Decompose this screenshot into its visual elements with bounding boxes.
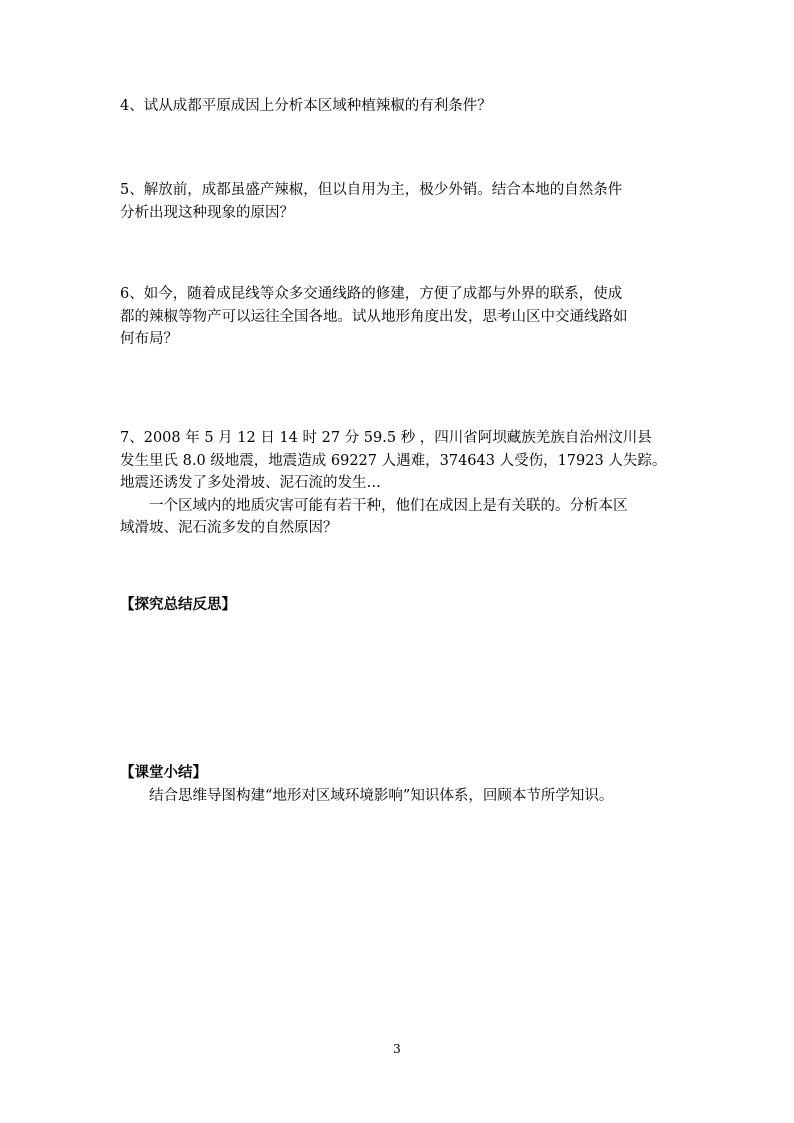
question-7-line-5: 域滑坡、泥石流多发的自然原因？ [120, 520, 338, 536]
question-4 [120, 95, 680, 118]
question-7-line-2: 发生里氏 8.0 级地震，地震造成 69227 人遇难，374643 人受伤，17923 人失踪。 [120, 452, 667, 469]
page-number: 3 [393, 1042, 401, 1056]
question-5 [120, 179, 680, 224]
summary-section [120, 762, 680, 807]
question-7 [120, 427, 680, 540]
question-5-line-1: 5、解放前，成都虽盛产辣椒，但以自用为主，极少外销。结合本地的自然条件 [120, 182, 623, 198]
summary-title: 【课堂小结】 [120, 765, 207, 781]
question-6-line-2: 都的辣椒等物产可以运往全国各地。试从地形角度出发，思考山区中交通线路如 [120, 308, 628, 325]
question-6 [120, 283, 680, 351]
reflection-section [120, 594, 680, 617]
question-7-line-4: 一个区域内的地质灾害可能有若干种，他们在成因上是有关联的。分析本区 [149, 497, 628, 514]
question-7-line-3: 地震还诱发了多处滑坡、泥石流的发生… [120, 475, 381, 491]
reflection-title: 【探究总结反思】 [120, 597, 236, 613]
question-7-line-1: 7、2008 年 5 月 12 日 14 时 27 分 59.5 秒 ，四川省阿坝藏族羌族自治州汶川县 [120, 430, 652, 446]
question-4-line-1: 4、试从成都平原成因上分析本区域种植辣椒的有利条件？ [120, 98, 492, 114]
question-6-line-1: 6、如今，随着成昆线等众多交通线路的修建，方便了成都与外界的联系，使成 [120, 286, 623, 302]
summary-text: 结合思维导图构建“地形对区域环境影响”知识体系，回顾本节所学知识。 [149, 787, 614, 804]
question-5-line-2: 分析出现这种现象的原因？ [120, 204, 294, 221]
question-6-line-3: 何布局？ [120, 331, 178, 347]
